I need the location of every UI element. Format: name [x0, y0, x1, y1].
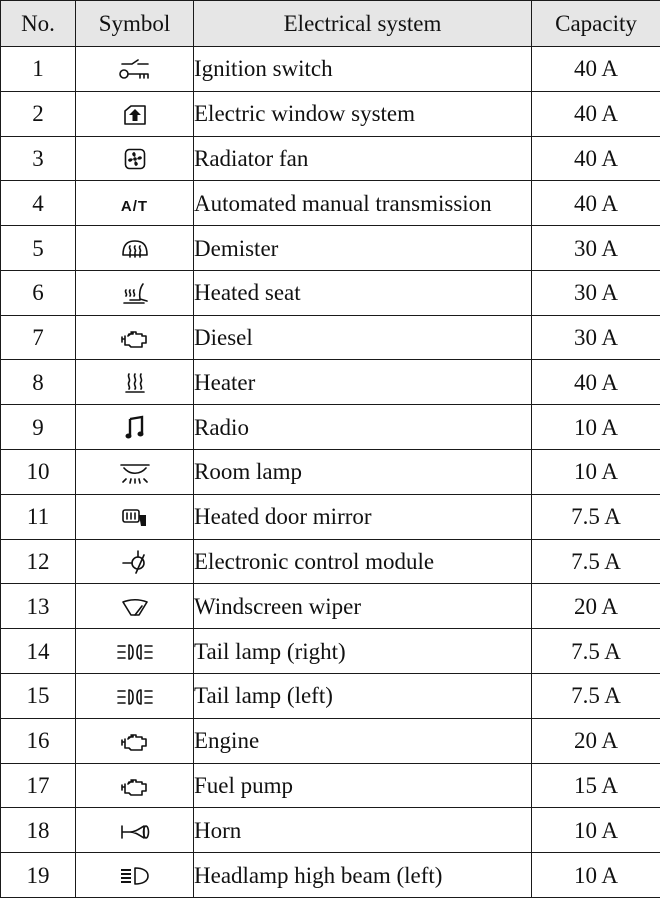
- electrical-system: Fuel pump: [194, 763, 532, 808]
- fuse-number: 14: [1, 629, 76, 674]
- symbol-cell: [76, 47, 194, 92]
- symbol-cell: [76, 853, 194, 898]
- fuse-number: 1: [1, 47, 76, 92]
- electrical-system: Tail lamp (right): [194, 629, 532, 674]
- electrical-system: Engine: [194, 718, 532, 763]
- table-row: [1, 47, 660, 92]
- ignition-switch-icon: [118, 55, 152, 80]
- fuse-capacity: 20 A: [532, 718, 660, 763]
- fuse-number: 10: [1, 450, 76, 495]
- electrical-system: Radiator fan: [194, 136, 532, 181]
- electrical-system: Diesel: [194, 315, 532, 360]
- symbol-cell: [76, 405, 194, 450]
- horn-icon: [119, 817, 151, 842]
- fuse-capacity: 15 A: [532, 763, 660, 808]
- fuse-capacity: 7.5 A: [532, 673, 660, 718]
- symbol-cell: [76, 91, 194, 136]
- table-row: [1, 181, 660, 226]
- room-lamp-icon: [118, 459, 152, 484]
- table-row: [1, 315, 660, 360]
- electrical-system: Electric window system: [194, 91, 532, 136]
- table-row: [1, 405, 660, 450]
- electrical-system: Tail lamp (left): [194, 673, 532, 718]
- tail-lamp-icon: [116, 638, 154, 663]
- fuse-number: 4: [1, 181, 76, 226]
- electrical-system: Demister: [194, 226, 532, 271]
- fuse-number: 6: [1, 270, 76, 315]
- symbol-cell: [76, 181, 194, 226]
- symbol-cell: [76, 360, 194, 405]
- fuse-number: 17: [1, 763, 76, 808]
- table-row: [1, 270, 660, 315]
- electrical-system: Electronic control module: [194, 539, 532, 584]
- electrical-system: Headlamp high beam (left): [194, 853, 532, 898]
- fuse-number: 2: [1, 91, 76, 136]
- symbol-cell: [76, 494, 194, 539]
- symbol-cell: [76, 136, 194, 181]
- symbol-cell: [76, 673, 194, 718]
- table-row: [1, 360, 660, 405]
- table-row: [1, 136, 660, 181]
- radiator-fan-icon: [123, 145, 147, 170]
- symbol-cell: [76, 763, 194, 808]
- electrical-system: Automated manual transmission: [194, 181, 532, 226]
- control-module-icon: [120, 547, 150, 572]
- fuse-number: 5: [1, 226, 76, 271]
- header-system: Electrical system: [194, 1, 532, 47]
- electrical-system: Heater: [194, 360, 532, 405]
- fuse-capacity: 10 A: [532, 808, 660, 853]
- demister-icon: [120, 235, 150, 260]
- fuse-capacity: 40 A: [532, 91, 660, 136]
- fuse-number: 16: [1, 718, 76, 763]
- fuse-capacity: 10 A: [532, 853, 660, 898]
- table-row: [1, 584, 660, 629]
- engine-icon: [120, 727, 150, 752]
- table-row: [1, 450, 660, 495]
- table-row: [1, 763, 660, 808]
- electrical-system: Horn: [194, 808, 532, 853]
- fuse-number: 8: [1, 360, 76, 405]
- fuse-number: 18: [1, 808, 76, 853]
- symbol-cell: [76, 315, 194, 360]
- fuse-capacity: 40 A: [532, 136, 660, 181]
- symbol-cell: [76, 539, 194, 584]
- table-row: [1, 494, 660, 539]
- fuse-capacity: 7.5 A: [532, 539, 660, 584]
- fuse-capacity: 10 A: [532, 450, 660, 495]
- fuse-number: 13: [1, 584, 76, 629]
- fuse-capacity: 10 A: [532, 405, 660, 450]
- header-no: No.: [1, 1, 76, 47]
- fuse-number: 7: [1, 315, 76, 360]
- table-row: [1, 808, 660, 853]
- tail-lamp-icon: [116, 682, 154, 707]
- header-row: [1, 1, 660, 47]
- symbol-cell: [76, 584, 194, 629]
- fuse-capacity: 40 A: [532, 360, 660, 405]
- wiper-icon: [120, 593, 150, 618]
- fuse-capacity: 7.5 A: [532, 494, 660, 539]
- table-row: [1, 226, 660, 271]
- fuse-capacity: 40 A: [532, 181, 660, 226]
- heater-icon: [123, 369, 147, 394]
- fuse-capacity: 40 A: [532, 47, 660, 92]
- engine-icon: [120, 324, 150, 349]
- symbol-cell: [76, 629, 194, 674]
- symbol-cell: [76, 718, 194, 763]
- table-row: [1, 853, 660, 898]
- table-row: [1, 718, 660, 763]
- fuse-capacity: 30 A: [532, 315, 660, 360]
- table-row: [1, 629, 660, 674]
- electric-window-icon: [122, 100, 148, 125]
- table-row: [1, 91, 660, 136]
- header-symbol: Symbol: [76, 1, 194, 47]
- electrical-system: Radio: [194, 405, 532, 450]
- electrical-system: Windscreen wiper: [194, 584, 532, 629]
- electrical-system: Room lamp: [194, 450, 532, 495]
- fuse-number: 15: [1, 673, 76, 718]
- table-row: [1, 539, 660, 584]
- symbol-cell: [76, 270, 194, 315]
- automatic-transmission-icon: A/T: [120, 197, 149, 215]
- engine-icon: [120, 772, 150, 797]
- heated-mirror-icon: [121, 503, 149, 528]
- fuse-number: 3: [1, 136, 76, 181]
- music-note-icon: [124, 413, 146, 438]
- symbol-cell: [76, 808, 194, 853]
- high-beam-icon: [119, 862, 151, 887]
- fuse-capacity: 20 A: [532, 584, 660, 629]
- header-capacity: Capacity: [532, 1, 660, 47]
- fuse-number: 19: [1, 853, 76, 898]
- heated-seat-icon: [120, 279, 150, 304]
- electrical-system: Ignition switch: [194, 47, 532, 92]
- electrical-system: Heated door mirror: [194, 494, 532, 539]
- fuse-capacity: 7.5 A: [532, 629, 660, 674]
- fuse-capacity: 30 A: [532, 226, 660, 271]
- symbol-cell: [76, 226, 194, 271]
- fuse-number: 9: [1, 405, 76, 450]
- electrical-system: Heated seat: [194, 270, 532, 315]
- table-body: [1, 47, 660, 898]
- fuse-number: 11: [1, 494, 76, 539]
- table-row: [1, 673, 660, 718]
- fuse-number: 12: [1, 539, 76, 584]
- fuse-capacity: 30 A: [532, 270, 660, 315]
- symbol-cell: [76, 450, 194, 495]
